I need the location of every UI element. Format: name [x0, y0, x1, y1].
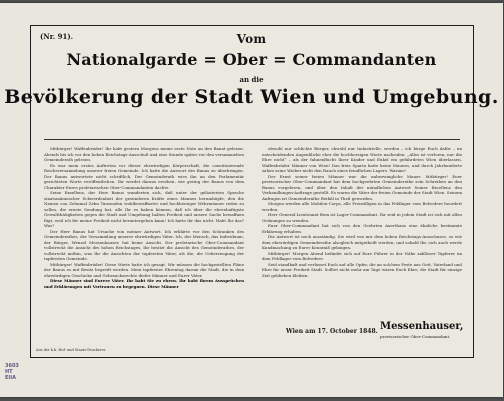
- right-column: [262, 146, 462, 278]
- left-paragraph: Mitbürger! Waffenbrüder! Diese Worte hatte ich gesagt. Wir müssen die hochgestellten Pläne der Banus es mit Besitz begreift werden. Mein tapferster Ehrentag darum die Stadt, die in dem ehrwürdigen Geschicke und Gebrauchsrechte diefer Männer und Eurer Väter.: [44, 261, 244, 278]
- right-paragraph: Morgen werden alle Mobilen-Corps, alle Freiwilligen in das Feldlager vom Belvedere beordert werden.: [262, 201, 462, 212]
- left-paragraph: Seine Exzellenz, der Herr Banus wunderten sich, daß unter der geläuterten Sprache staatsmännischer Schwerdenheit der gesünderen Kräfte eines Mannes herumhüpfe, den die Namen von Zehnmal Zehn Tausenden wohlbewaffneter und hochherziger Wehrmänner reden zu sollen, die ernste Sendung hat, alle Ihr es haben können, daß ich über die ehrenhaftigste Gewaltthätigkeiten gegen die Stadt und Umgebung halten Freiheit und unsere Sache bewaffnen fügt, weil ich für meine Freiheit nicht heruntergehen kann! Ich hatte ihr das nicht. Habt Ihr das? Was?: [44, 190, 244, 228]
- left-bold-text: Diese Männer sind Eurere Väter. Ihr habt Sie zu ehren. Ihr habt ihrem Aussprüchen und Erklärungen mit Vertrauen zu begegnen. Diese Männer: [44, 278, 244, 289]
- right-paragraph: Die Antwort ist noch ausständig. Sie wird von mir dem hohen Reichstags-Ausschusse, so wie dem ehrwürdigen Gemeinderathe alsogleich mitgetheilt werden, und sobald Ihr, sich auch werde Kundmachung zu Eurer Kenntniß gelangen.: [262, 234, 462, 250]
- signature: Messenhauser,: [380, 321, 464, 332]
- document-number: (Nr. 91).: [40, 32, 74, 41]
- signature-title: provisorischer Ober-Commandant.: [380, 334, 451, 339]
- left-paragraph: Mitbürger! Waffenbrüder! Ihr habt gestern Morgens meine erste Note an den Banat gelesen. Abends bis ich vor den hohen Reichstags-Ausschuß und eine Stunde später vor den versammelten Gemeinderath gelesen.: [44, 146, 244, 162]
- heading-an-die: an die: [239, 75, 264, 84]
- left-bold-passage: [44, 278, 244, 289]
- heading-audience: Bevölkerung der Stadt Wien und Umgebung.: [4, 86, 499, 108]
- left-paragraph: Es war mein erstes Auftreten vor dieser ehrwürdigen Körperschaft, die constituierende Reichsversammlung unserer freien Gemeinde. Ich hatte die Antwort des Banus zu überbringen. Der Banus antwortete nicht schriftlich. Der Gemeinderath wies ihn an den Parlamentär gerichteten Worte veröffentlichen. Ihr werdet daraus ersehen, wie gering der Banus von dem Charakter Eures proletarischen Ober-Commandanten dachte.: [44, 162, 244, 190]
- header-rule: [44, 139, 460, 140]
- right-paragraph: Der Ernst seiner freien Männer war die unbezwingliche Mauer. Mitbürger! Euer provisorischer Ober-Commandant hat dem hochgeehrten Gemeinderathe sein Schreiben an den Banus vorgelesen, und über den Inhalt der mündlichen Antwort Seiner Excellenz den Verhandlungen-Auftrage gestellt. Es waren die Väter der freien Gemeinde der Stadt Wien. Seinem Anfragen ist Gemeinderathe Beifall in Theil geworden.: [262, 173, 462, 201]
- right-paragraph: obwohl nur schlichte Bürger, obwohl nur Industrielle, werden – ich bürge Euch dafür – im entscheidenden Augenblicke eher die hochherzigen Worte nachrufen: „Alles ist verloren, nur die Ehre nicht“ – als der fahnenflucht Ihrer Kinder und Enkel ein gefährdetes Wien überlassen. Waffenbrüder Männer von Wien! Das freie Sparta hatte keine Mauern, und durch Jahrhunderte sahen seine Weiber nicht den Rauch eines feindlichen Lagers. Warum?: [262, 146, 462, 173]
- date-line: Wien am 17. October 1848.: [286, 328, 378, 335]
- stamp-line: EIIA: [5, 375, 17, 381]
- left-column: [44, 146, 244, 289]
- archive-stamp: [5, 363, 23, 381]
- stamp-line: HT: [5, 369, 13, 375]
- heading-sender: Nationalgarde = Ober = Commandanten: [66, 50, 437, 69]
- left-paragraph: Der Herr Banus hat Ursache von meiner Antwort. Ich erklärte vor den Schranken des Gemeinderathes, der Versammlung unserer ehrwürdigen Väter. Ich, der Mensch, das Individuum, der Bürger, Wenzel Messenhauser, hat keine Ansicht. Der proletarische Ober-Commandant vollstreckt die Ansicht des hohen Reichstages, Ihr besitzt die Ansicht des Gemeinderathes, der vollstreckt mithin, was Ihr die Ansichten der tapfersten Väter, als die, die Ueberzeugung der tapfersten Gemeinde.: [44, 228, 244, 261]
- printer-footer: Aus der k.k. Hof- und Staats-Druckerei.: [36, 348, 107, 352]
- right-paragraph: Mitbürger! Morgen Abend befindet sich auf Eure Führer in der Nähe zahlloser Tapferer im dem Feldlager vom Belvedere.: [262, 250, 462, 261]
- stamp-line: 3603: [5, 363, 19, 369]
- right-paragraph: Seid standhaft und verlasset Euch auf alle Opfer, die an solchem Feste aus Gott, Vaterland und Ehre für unser Freiheit Stadt. Solltet nicht mehr am Tage wären Euch Ehre, die Stadt für einzige Zeit geblieben bleiben.: [262, 261, 462, 278]
- right-paragraph: Herr General-Lieutenant Bem ist Lager-Commandant. Ihr seid in jedem Stadt ist sich mit allen Ordnungen zu wenden.: [262, 212, 462, 223]
- proclamation-sheet: [0, 3, 503, 397]
- right-paragraph: Euer Ober-Commandant hat sich von den Geehrten Auerthaus eine ähnliche bestimmte Erklärung erhalten.: [262, 223, 462, 234]
- heading-vom: Vom: [236, 32, 267, 46]
